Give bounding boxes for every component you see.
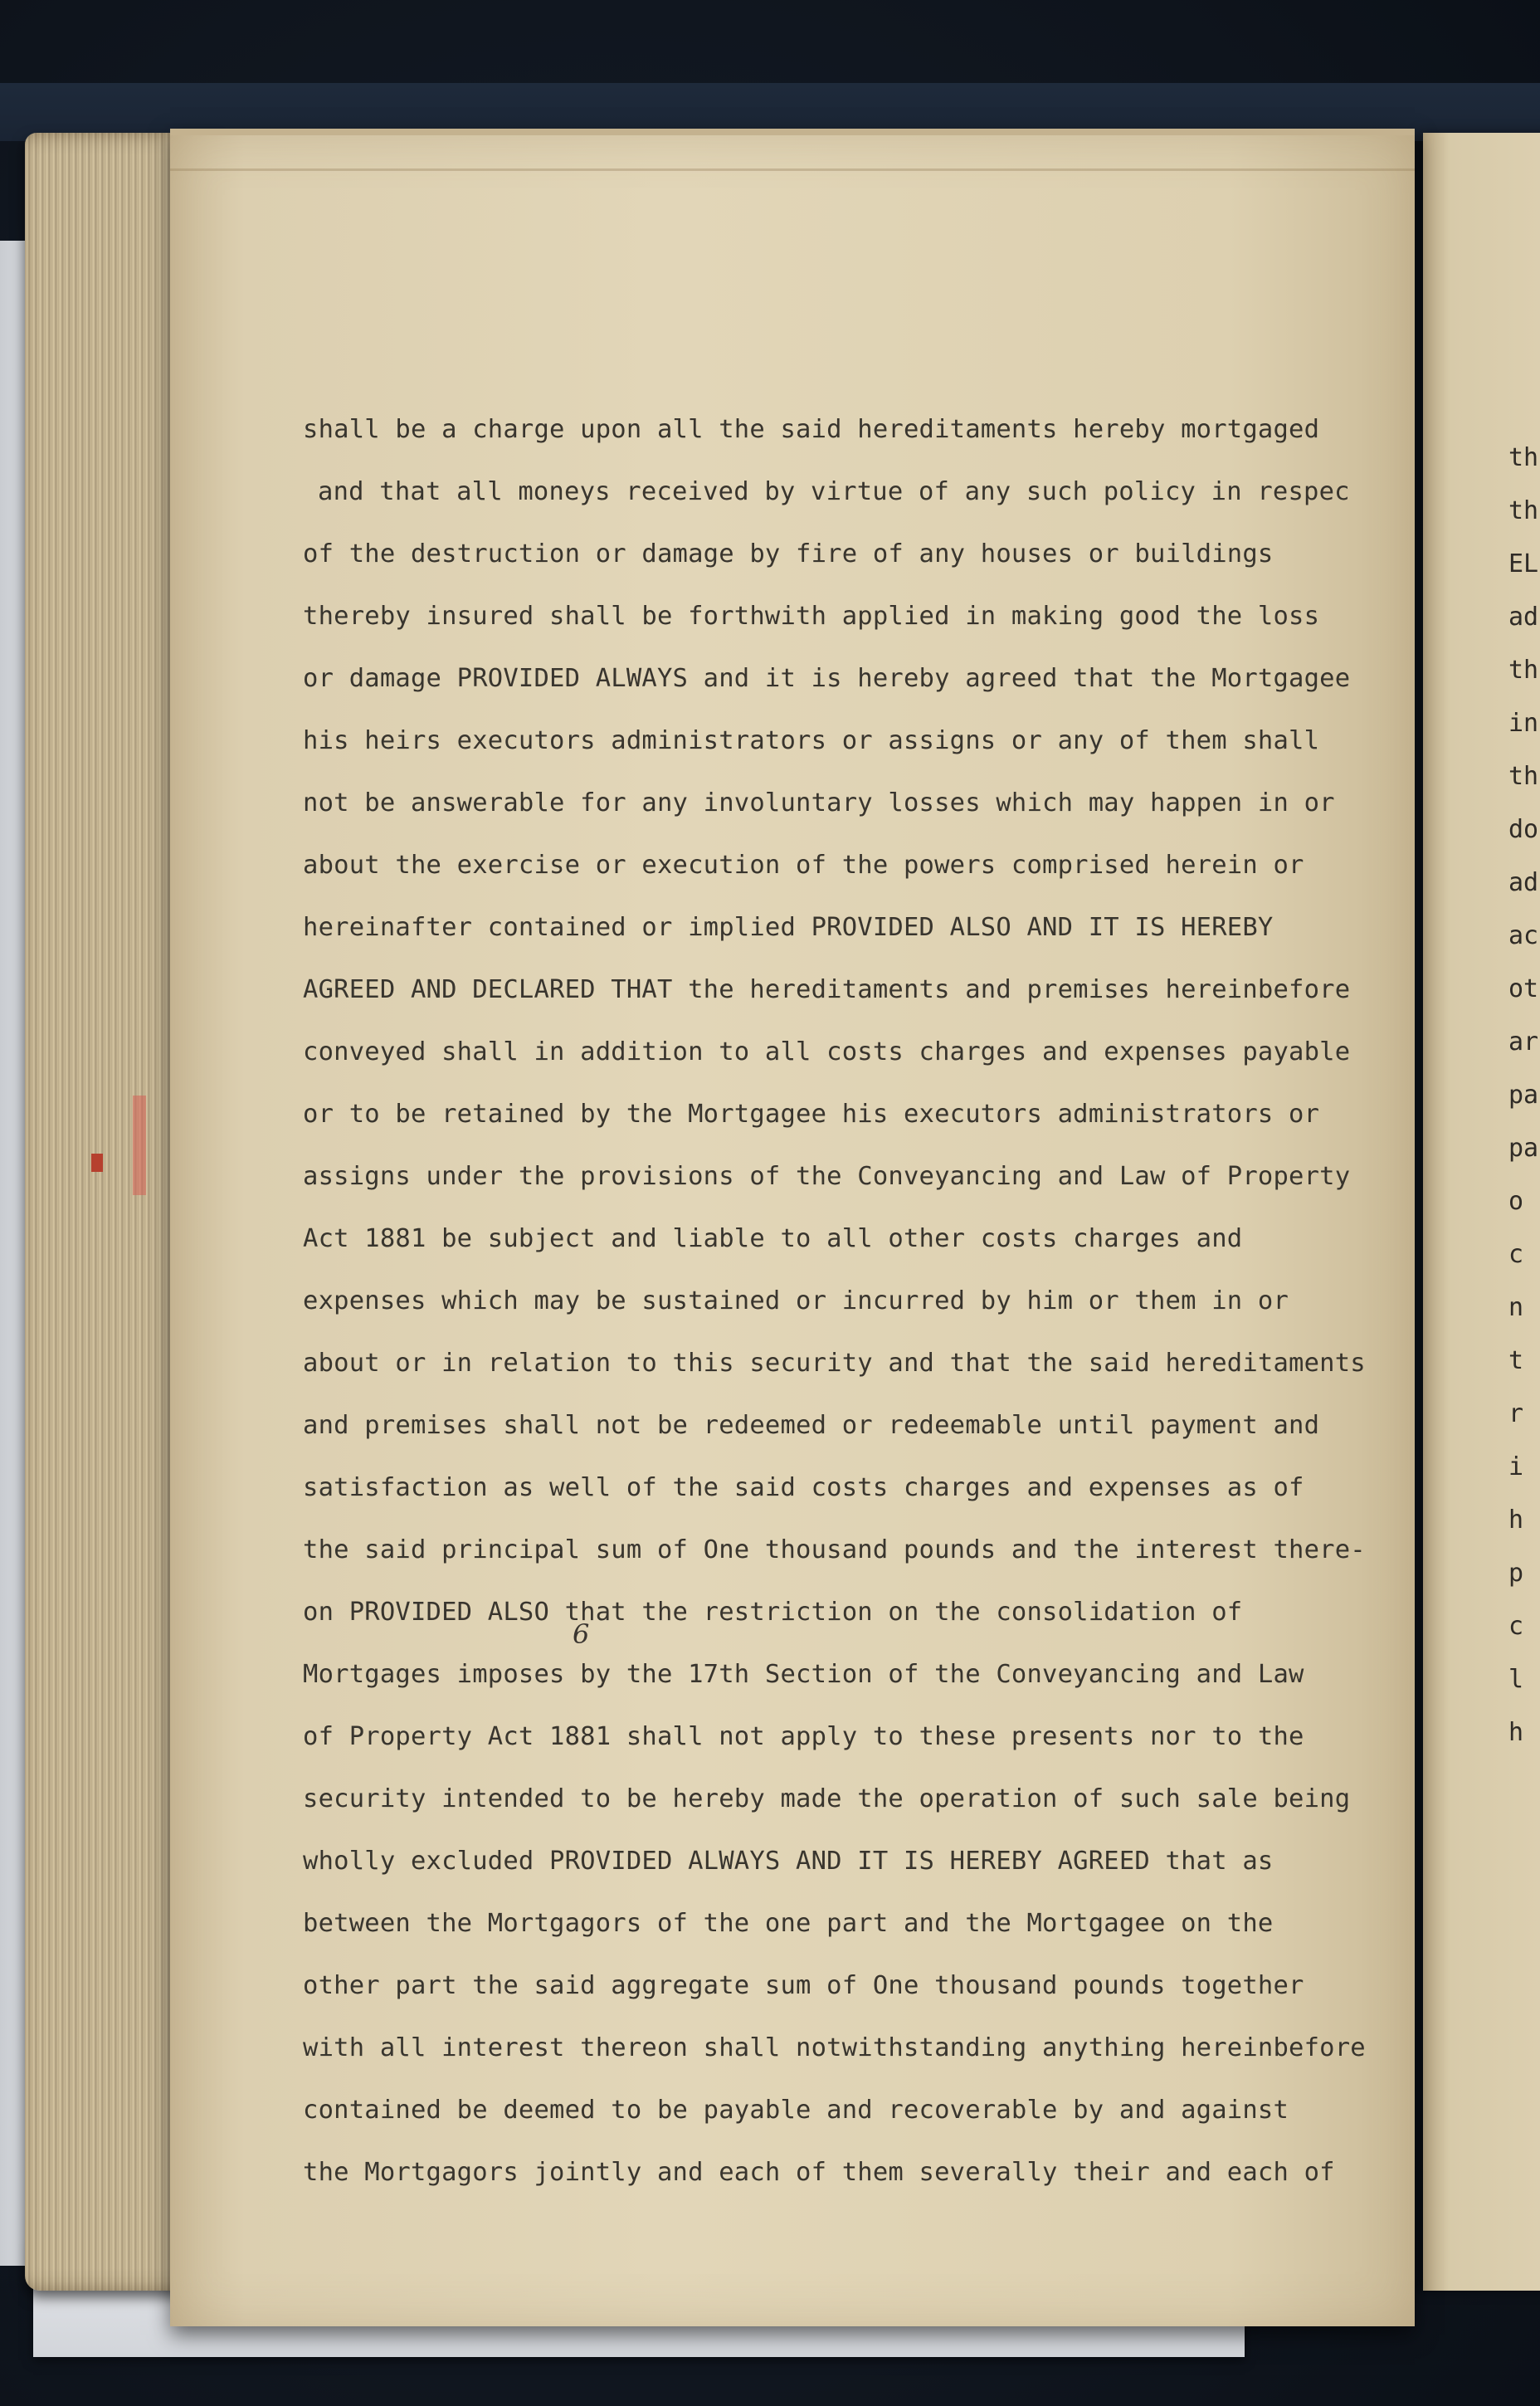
text-line: thereby insured shall be forthwith applied in making good the loss [303, 602, 1320, 631]
fragment-line: ac [1508, 921, 1539, 950]
text-line: of Property Act 1881 shall not apply to these presents nor to the [303, 1722, 1304, 1751]
text-line: security intended to be hereby made the operation of such sale being [303, 1784, 1351, 1813]
red-tab-mark [91, 1154, 103, 1172]
text-line: contained be deemed to be payable and recoverable by and against [303, 2096, 1289, 2125]
typed-deed-text [303, 398, 1419, 2203]
text-line: or damage PROVIDED ALWAYS and it is hereby agreed that the Mortgagee [303, 664, 1351, 693]
text-line: his heirs executors administrators or assigns or any of them shall [303, 726, 1320, 755]
fragment-line: r [1508, 1399, 1524, 1428]
text-line: not be answerable for any involuntary losses which may happen in or [303, 788, 1335, 817]
fragment-line: o [1508, 1187, 1524, 1216]
text-line: the Mortgagors jointly and each of them severally their and each of [303, 2158, 1335, 2187]
fragment-line: c [1508, 1240, 1524, 1269]
text-line: of the destruction or damage by fire of any houses or buildings [303, 539, 1274, 569]
text-line: and that all moneys received by virtue of any such policy in respec [318, 477, 1350, 506]
fragment-line: ar [1508, 1027, 1539, 1057]
text-line: the said principal sum of One thousand pounds and the interest there- [303, 1535, 1366, 1564]
text-line: or to be retained by the Mortgagee his executors administrators or [303, 1100, 1320, 1129]
text-line: hereinafter contained or implied PROVIDED ALSO AND IT IS HEREBY [303, 913, 1274, 942]
text-line: about the exercise or execution of the powers comprised herein or [303, 851, 1304, 880]
red-tab-strip [133, 1096, 146, 1195]
text-line: expenses which may be sustained or incurred by him or them in or [303, 1286, 1289, 1315]
text-line: and premises shall not be redeemed or redeemable until payment and [303, 1411, 1320, 1440]
fragment-line: ad [1508, 868, 1539, 897]
fragment-line: do [1508, 815, 1539, 844]
fragment-line: pa [1508, 1134, 1539, 1163]
text-line: wholly excluded PROVIDED ALWAYS AND IT IS HEREBY AGREED that as [303, 1847, 1274, 1876]
text-line: other part the said aggregate sum of One thousand pounds together [303, 1971, 1304, 2000]
text-line: assigns under the provisions of the Conveyancing and Law of Property [303, 1162, 1351, 1191]
fragment-line: in [1508, 709, 1539, 738]
handwritten-correction: 6 [573, 1618, 590, 1650]
fragment-line: th [1508, 496, 1539, 525]
text-line: between the Mortgagors of the one part and the Mortgagee on the [303, 1909, 1274, 1938]
text-line: Act 1881 be subject and liable to all other costs charges and [303, 1224, 1243, 1253]
fragment-line: c [1508, 1612, 1524, 1641]
fragment-line: ad [1508, 603, 1539, 632]
fragment-line: th [1508, 762, 1539, 791]
fragment-line: t [1508, 1346, 1524, 1375]
fragment-line: EL [1508, 549, 1539, 578]
fragment-line: th [1508, 656, 1539, 685]
text-line: with all interest thereon shall notwithstanding anything hereinbefore [303, 2033, 1366, 2062]
fragment-line: ot [1508, 974, 1539, 1003]
fragment-line: pa [1508, 1081, 1539, 1110]
text-line: Mortgages imposes by the 17th Section of the Conveyancing and Law [303, 1660, 1304, 1689]
fragment-line: h [1508, 1506, 1524, 1535]
text-line: AGREED AND DECLARED THAT the hereditaments and premises hereinbefore [303, 975, 1351, 1004]
text-line: satisfaction as well of the said costs charges and expenses as of [303, 1473, 1304, 1502]
fragment-line: i [1508, 1452, 1524, 1481]
fragment-line: l [1508, 1665, 1524, 1694]
text-line: about or in relation to this security and that the said hereditaments [303, 1349, 1366, 1378]
fragment-line: p [1508, 1559, 1524, 1588]
text-line: on PROVIDED ALSO that the restriction on the consolidation of [303, 1598, 1243, 1627]
text-line: conveyed shall in addition to all costs charges and expenses payable [303, 1037, 1351, 1066]
facing-page-text [1508, 432, 1540, 1759]
text-line: shall be a charge upon all the said hereditaments hereby mortgaged [303, 415, 1320, 444]
fragment-line: h [1508, 1718, 1524, 1747]
fragment-line: n [1508, 1293, 1524, 1322]
fragment-line: th [1508, 443, 1539, 472]
